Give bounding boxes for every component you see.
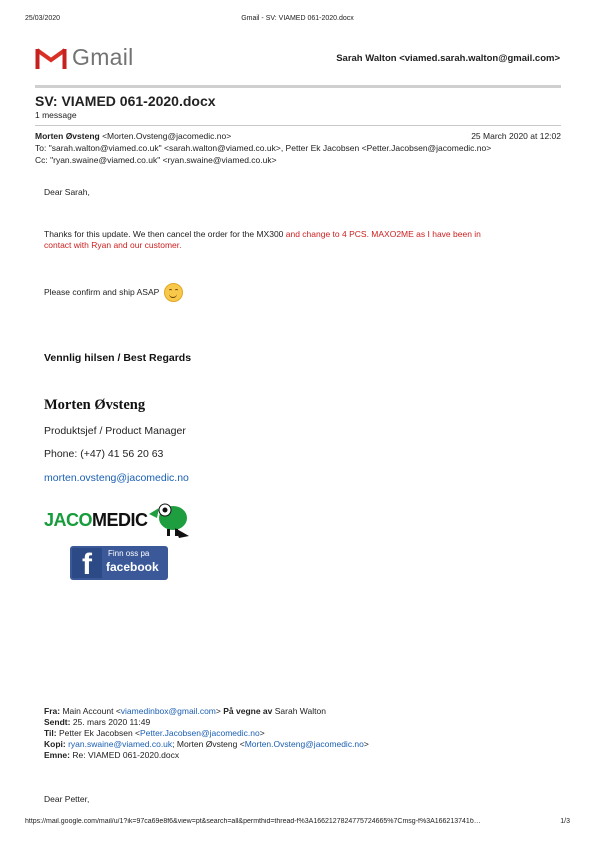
logo-text-jaco: JACO: [44, 510, 93, 530]
fwd-cc-label: Kopi:: [44, 739, 66, 749]
fwd-from-after: >: [215, 706, 221, 716]
fwd-from-link[interactable]: viamedinbox@gmail.com: [120, 706, 216, 716]
signature-phone: Phone: (+47) 41 56 20 63: [44, 448, 164, 460]
facebook-line2: facebook: [106, 560, 159, 574]
facebook-line1: Finn oss pa: [108, 549, 150, 558]
greeting: Dear Sarah,: [44, 187, 90, 197]
sender-name: Morten Øvsteng: [35, 131, 100, 141]
fwd-subject: [44, 750, 179, 760]
fwd-from-text: Main Account <: [62, 706, 121, 716]
print-date: 25/03/2020: [25, 15, 61, 22]
regards: Vennlig hilsen / Best Regards: [44, 352, 192, 364]
body-para1-line1: [44, 229, 481, 239]
fwd-on-behalf-name: Sarah Walton: [274, 706, 326, 716]
body-para1-red: and change to 4 PCS. MAXO2ME as I have been in: [285, 229, 481, 239]
message-date: 25 March 2020 at 12:02: [471, 131, 561, 141]
account-label: Sarah Walton <viamed.sarah.walton@gmail.com>: [336, 53, 560, 64]
fwd-sent-value: 25. mars 2020 11:49: [72, 717, 151, 727]
gmail-wordmark: Gmail: [72, 44, 134, 70]
fwd-subject-label: Emne:: [44, 750, 70, 760]
subject-divider: [35, 125, 561, 126]
print-title: Gmail - SV: VIAMED 061-2020.docx: [241, 15, 354, 22]
print-url: https://mail.google.com/mail/u/1?ik=97ca69e8f6&view=pt&search=all&permthid=thread-f%3A1662127824775724665%7Cmsg-f%3A166213741б…: [25, 818, 481, 825]
fwd-sent-label: Sendt:: [44, 717, 71, 727]
fwd-cc-link1[interactable]: ryan.swaine@viamed.co.uk: [68, 739, 173, 749]
header-divider: [35, 85, 561, 88]
parrot-mascot-icon: [145, 500, 195, 540]
fwd-from: [44, 706, 326, 716]
fwd-cc-after: >: [363, 739, 369, 749]
smiling-face-icon: [164, 283, 183, 302]
fwd-to-after: >: [259, 728, 265, 738]
sender-email: <Morten.Ovsteng@jacomedic.no>: [102, 131, 232, 141]
cc-line: Cc: "ryan.swaine@viamed.co.uk" <ryan.swaine@viamed.co.uk>: [35, 155, 277, 165]
print-page-number: 1/3: [560, 818, 570, 825]
signature-email-link[interactable]: morten.ovsteng@jacomedic.no: [44, 472, 189, 484]
fwd-cc-link2[interactable]: Morten.Ovsteng@jacomedic.no: [244, 739, 364, 749]
body-para2-text: Please confirm and ship ASAP: [44, 286, 160, 297]
to-line: To: "sarah.walton@viamed.co.uk" <sarah.walton@viamed.co.uk>, Petter Ek Jacobsen <Petter.Jacobsen@jacomedic.no>: [35, 143, 492, 153]
message-count: 1 message: [35, 110, 77, 120]
signature-name: Morten Øvsteng: [44, 397, 146, 413]
fwd-to: [44, 728, 265, 738]
logo-text-medic: MEDIC: [92, 510, 148, 530]
fwd-greeting: Dear Petter,: [44, 794, 90, 804]
fwd-sent: [44, 717, 150, 727]
fwd-to-text: Petter Ek Jacobsen <: [58, 728, 141, 738]
fwd-on-behalf-label: På vegne av: [223, 706, 273, 716]
sender-line: [35, 131, 231, 141]
fwd-to-link[interactable]: Petter.Jacobsen@jacomedic.no: [140, 728, 260, 738]
body-para1-black: Thanks for this update. We then cancel the order for the MX300: [44, 229, 286, 239]
gmail-logo-icon: [35, 46, 67, 70]
fwd-from-label: Fra:: [44, 706, 61, 716]
facebook-f-icon: f: [72, 548, 102, 578]
fwd-to-label: Til:: [44, 728, 57, 738]
fwd-cc-mid: ; Morten Øvsteng <: [172, 739, 245, 749]
signature-title: Produktsjef / Product Manager: [44, 425, 186, 437]
jacomedic-logo: [44, 510, 148, 531]
facebook-badge[interactable]: [70, 546, 168, 580]
body-para2: [44, 283, 183, 302]
fwd-cc: [44, 739, 369, 749]
thread-subject: SV: VIAMED 061-2020.docx: [35, 93, 216, 109]
fwd-subject-value: Re: VIAMED 061-2020.docx: [72, 750, 180, 760]
body-para1-line2: contact with Ryan and our customer.: [44, 240, 182, 250]
